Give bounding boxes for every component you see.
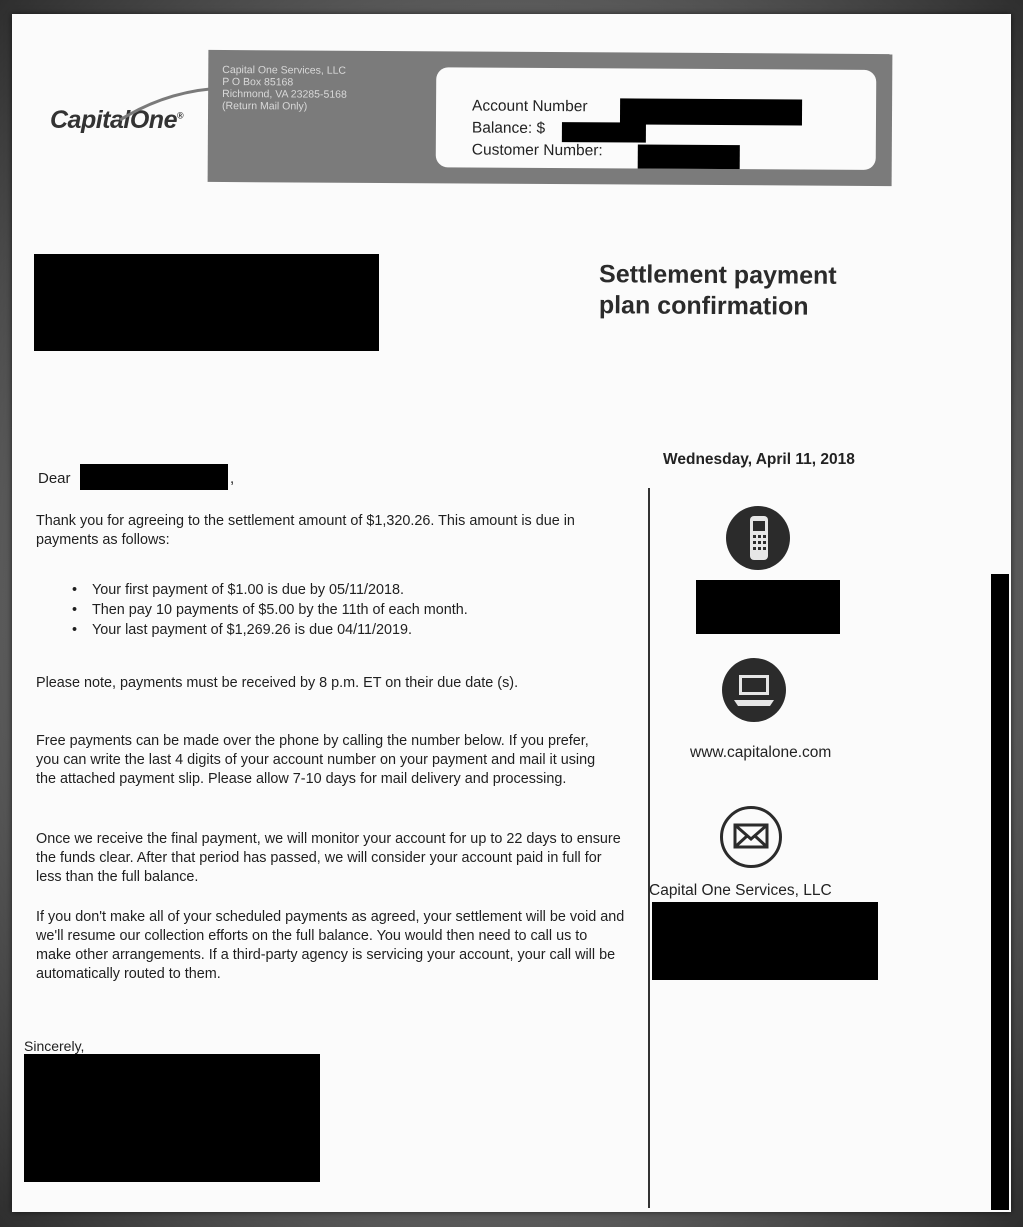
final-payment-paragraph: Once we receive the final payment, we will monitor your account for up to 22 days to ensure the funds clear. After that period has passed, we will consider your account paid in full for less than the full balance. xyxy=(36,831,621,885)
account-info-box xyxy=(436,67,877,170)
payment-item: • Your first payment of $1.00 is due by 05/11/2018. xyxy=(36,580,616,600)
capital-one-logo: CapitalOne® xyxy=(50,106,183,135)
column-divider xyxy=(648,488,650,1208)
free-payments-paragraph: Free payments can be made over the phone by calling the number below. If you prefer, you can write the last 4 digits of your account number on your payment and mail it using the attached payment slip. Please allow 7-10 days for mail delivery and processing. xyxy=(36,733,596,787)
letter-date: Wednesday, April 11, 2018 xyxy=(663,451,855,468)
redacted-customer-number xyxy=(638,145,740,170)
note-paragraph: Please note, payments must be received by 8 p.m. ET on their due date (s). xyxy=(36,675,519,691)
closing: Sincerely, xyxy=(24,1038,85,1054)
redacted-mailing-address xyxy=(652,902,878,980)
website-link[interactable]: www.capitalone.com xyxy=(690,744,832,761)
letter-page xyxy=(12,14,1011,1212)
phone-icon xyxy=(726,506,790,570)
payment-item: • Your last payment of $1,269.26 is due 04/11/2019. xyxy=(36,620,616,640)
redacted-signature xyxy=(24,1054,320,1182)
intro-paragraph: Thank you for agreeing to the settlement amount of $1,320.26. This amount is due in payments as follows: xyxy=(36,513,575,548)
logo-text: CapitalOne xyxy=(50,106,177,134)
greeting-comma: , xyxy=(230,470,235,487)
return-address: Capital One Services, LLC P O Box 85168 Richmond, VA 23285-5168 (Return Mail Only) xyxy=(222,63,347,113)
laptop-icon xyxy=(722,658,786,722)
payment-item: • Then pay 10 payments of $5.00 by the 11th of each month. xyxy=(36,600,616,620)
header-band xyxy=(208,50,893,186)
redacted-recipient-address xyxy=(34,254,379,351)
company-name: Capital One Services, LLC xyxy=(649,882,832,899)
redacted-account-number xyxy=(620,98,802,125)
envelope-icon xyxy=(720,806,782,868)
redacted-phone-number xyxy=(696,580,840,634)
customer-number-label: Customer Number: xyxy=(471,141,603,160)
redacted-recipient-name xyxy=(80,464,228,490)
payment-schedule xyxy=(36,580,616,640)
greeting: Dear xyxy=(38,470,71,487)
account-number-label: Account Number xyxy=(472,97,588,116)
warning-paragraph: If you don't make all of your scheduled payments as agreed, your settlement will be void and we'll resume our collection efforts on the full balance. You would then need to call us to make other arrangements. If a third-party agency is servicing your account, your call will be automatically routed to them. xyxy=(36,909,625,982)
redacted-balance xyxy=(562,122,646,143)
page-title: Settlement payment plan confirmation xyxy=(598,260,837,321)
scan-edge-bar xyxy=(991,574,1009,1210)
balance-label: Balance: $ xyxy=(471,119,546,137)
